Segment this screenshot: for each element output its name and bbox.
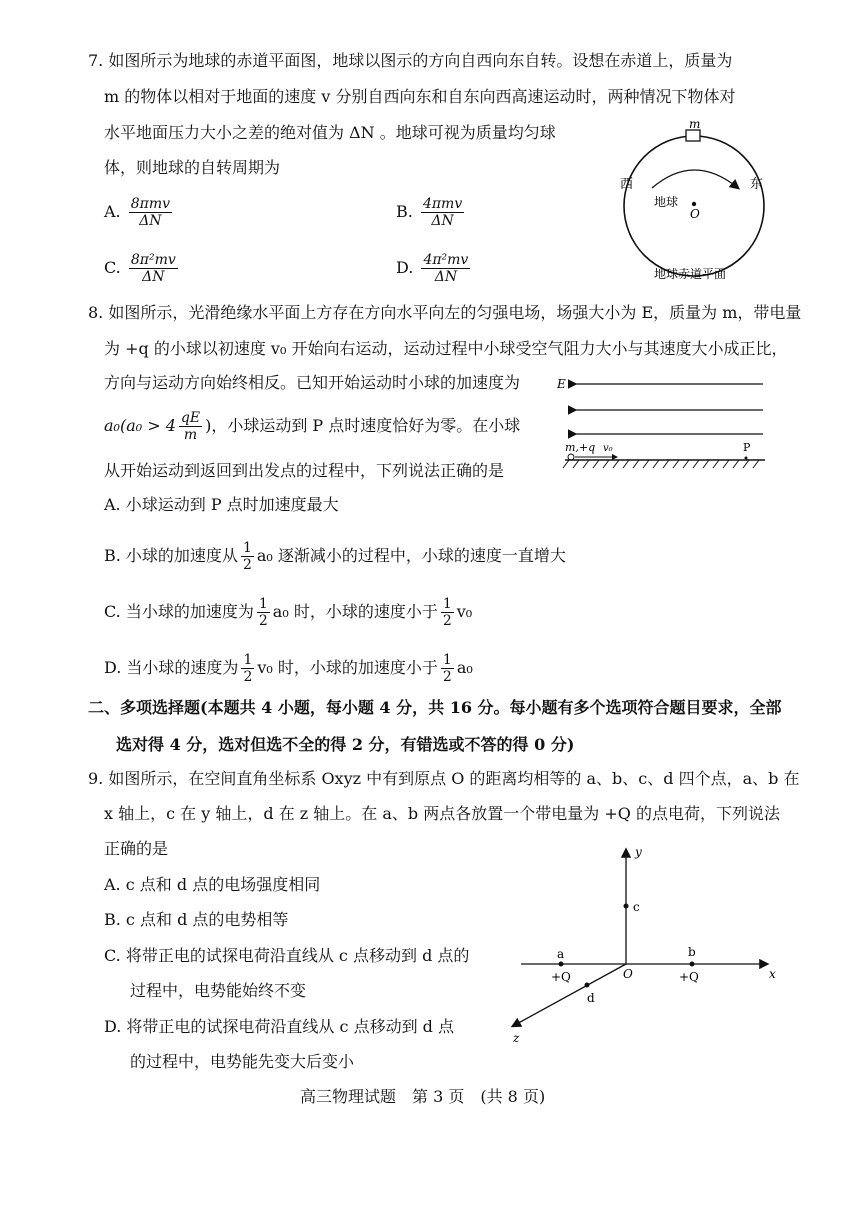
ground-hatching xyxy=(563,460,759,468)
section-2-heading-line-2: 选对得 4 分，选对但选不全的得 2 分，有错选或不答的得 0 分) xyxy=(116,735,575,754)
q7-stem-line-2: m 的物体以相对于地面的速度 v 分别自西向东和自东向西高速运动时，两种情况下物体对 xyxy=(104,87,736,106)
q9-option-b: B. c 点和 d 点的电势相等 xyxy=(104,910,289,929)
z-axis-label: z xyxy=(513,1031,520,1045)
q7-stem-line-1: 7. 如图所示为地球的赤道平面图，地球以图示的方向自西向东自转。设想在赤道上，质量为 xyxy=(88,51,733,70)
q9-option-d-line-2: 的过程中，电势能先变大后变小 xyxy=(130,1052,355,1071)
fraction-numerator: 1 xyxy=(243,652,253,668)
fraction-denominator: ΔN xyxy=(142,269,165,285)
electric-field-figure xyxy=(555,370,775,470)
east-label: 东 xyxy=(750,177,764,192)
option-fraction xyxy=(129,252,178,285)
fraction-numerator: 8πmv xyxy=(130,196,171,212)
page-footer: 高三物理试题 第 3 页 (共 8 页) xyxy=(300,1087,546,1106)
option-label: A. xyxy=(104,202,121,221)
qe-over-m-fraction xyxy=(179,410,202,443)
option-label: C. xyxy=(104,258,121,277)
mass-block xyxy=(686,130,700,141)
section-2-heading-line-1: 二、多项选择题(本题共 4 小题，每小题 4 分，共 16 分。每小题有多个选项符合题目要求，全部 xyxy=(88,698,782,717)
option-label: D. xyxy=(396,258,414,277)
q9-option-c-line-1: C. 将带正电的试探电荷沿直线从 c 点移动到 d 点的 xyxy=(104,946,470,965)
option-fraction xyxy=(421,196,464,229)
q8-stem-line-4-rest: )，小球运动到 P 点时速度恰好为零。在小球 xyxy=(205,416,521,435)
point-c-label: c xyxy=(633,900,640,914)
mass-label: m xyxy=(689,120,701,131)
option-c-text-3: v₀ xyxy=(456,602,473,621)
point-p-label: P xyxy=(743,441,751,454)
half-fraction xyxy=(441,596,454,629)
q9-stem-line-1: 9. 如图所示，在空间直角坐标系 Oxyz 中有到原点 O 的距离均相等的 a、b、c、d 四个点，a、b 在 xyxy=(88,769,800,788)
west-label: 西 xyxy=(620,177,634,192)
half-fraction xyxy=(441,652,454,685)
ball-label: m,+q xyxy=(565,441,596,454)
half-fraction xyxy=(241,540,254,573)
point-a-label: a xyxy=(557,947,565,961)
fraction-denominator: 2 xyxy=(242,557,252,573)
q9-option-a: A. c 点和 d 点的电场强度相同 xyxy=(104,875,321,894)
q9-stem-line-3: 正确的是 xyxy=(104,839,169,858)
center-dot xyxy=(692,202,696,206)
option-c-text-2: a₀ 时，小球的速度小于 xyxy=(272,602,438,621)
q8-option-c xyxy=(104,596,472,629)
charge-a-label: +Q xyxy=(551,970,571,984)
fraction-denominator: 2 xyxy=(258,613,268,629)
half-fraction xyxy=(257,596,270,629)
q8-option-d xyxy=(104,652,473,685)
fraction-denominator: ΔN xyxy=(431,213,454,229)
origin-label: O xyxy=(690,207,700,221)
x-axis-label: x xyxy=(769,967,776,981)
fraction-denominator: 2 xyxy=(442,613,452,629)
option-b-text-2: a₀ 逐渐减小的过程中，小球的速度一直增大 xyxy=(256,546,566,565)
fraction-denominator: m xyxy=(183,427,198,443)
origin-label: O xyxy=(623,967,633,981)
point-p xyxy=(745,457,748,460)
q9-option-c-line-2: 过程中，电势能始终不变 xyxy=(130,981,307,1000)
q8-stem-line-5: 从开始运动到返回到出发点的过程中，下列说法正确的是 xyxy=(104,461,505,480)
v0-label: v₀ xyxy=(603,443,613,454)
q7-stem-line-4: 体，则地球的自转周期为 xyxy=(104,158,281,177)
q7-option-d xyxy=(396,252,473,285)
fraction-denominator: 2 xyxy=(442,669,452,685)
ball xyxy=(568,454,574,460)
option-b-text-1: B. 小球的加速度从 xyxy=(104,546,238,565)
point-a xyxy=(559,962,564,967)
point-c xyxy=(624,904,629,909)
y-axis-label: y xyxy=(635,845,642,859)
option-fraction xyxy=(421,252,470,285)
q7-option-a xyxy=(104,196,175,229)
q9-option-d-line-1: D. 将带正电的试探电荷沿直线从 c 点移动到 d 点 xyxy=(104,1017,454,1036)
fraction-numerator: 8π²mv xyxy=(130,252,176,268)
half-fraction xyxy=(241,652,254,685)
point-d xyxy=(585,983,590,988)
point-d-label: d xyxy=(587,991,595,1005)
point-b-label: b xyxy=(688,945,696,959)
fraction-numerator: 1 xyxy=(258,596,268,612)
fraction-numerator: 1 xyxy=(442,596,452,612)
option-d-text-3: a₀ xyxy=(456,658,473,677)
fraction-numerator: 1 xyxy=(442,652,452,668)
fraction-denominator: ΔN xyxy=(139,213,162,229)
earth-equator-figure xyxy=(600,120,800,290)
q8-option-b xyxy=(104,540,566,573)
option-d-text-2: v₀ 时，小球的加速度小于 xyxy=(257,658,438,677)
figure-caption: 地球赤道平面 xyxy=(654,267,727,281)
q9-stem-line-2: x 轴上，c 在 y 轴上，d 在 z 轴上。在 a、b 两点各放置一个带电量为 +Q 的点电荷，下列说法 xyxy=(104,804,780,823)
point-b xyxy=(690,962,695,967)
option-fraction xyxy=(129,196,172,229)
fraction-denominator: ΔN xyxy=(434,269,458,285)
q7-stem-line-3: 水平地面压力大小之差的绝对值为 ΔN 。地球可视为质量均匀球 xyxy=(104,123,556,142)
option-label: B. xyxy=(396,202,413,221)
fraction-numerator: 4π²mv xyxy=(423,252,469,268)
q8-stem-line-3: 方向与运动方向始终相反。已知开始运动时小球的加速度为 xyxy=(104,373,521,392)
q8-stem-line-2: 为 +q 的小球以初速度 v₀ 开始向右运动，运动过程中小球受空气阻力大小与其速度大小成正比， xyxy=(104,339,788,358)
fraction-numerator: 4πmv xyxy=(422,196,463,212)
q8-option-a: A. 小球运动到 P 点时加速度最大 xyxy=(104,495,339,514)
option-c-text-1: C. 当小球的加速度为 xyxy=(104,602,254,621)
charge-b-label: +Q xyxy=(679,970,699,984)
accel-condition: a₀(a₀ > 4 xyxy=(104,416,176,435)
fraction-numerator: 1 xyxy=(242,540,252,556)
fraction-denominator: 2 xyxy=(243,669,253,685)
q8-stem-line-1: 8. 如图所示，光滑绝缘水平面上方存在方向水平向左的匀强电场，场强大小为 E，质量为 m，带电量 xyxy=(88,303,802,322)
field-label: E xyxy=(557,377,566,391)
coordinate-system-figure xyxy=(505,840,795,1050)
earth-label: 地球 xyxy=(654,195,679,209)
q7-option-b xyxy=(396,196,467,229)
q8-stem-line-4 xyxy=(104,410,520,443)
option-d-text-1: D. 当小球的速度为 xyxy=(104,658,239,677)
rotation-arrow xyxy=(652,170,738,188)
fraction-numerator: qE xyxy=(180,410,201,426)
q7-option-c xyxy=(104,252,181,285)
